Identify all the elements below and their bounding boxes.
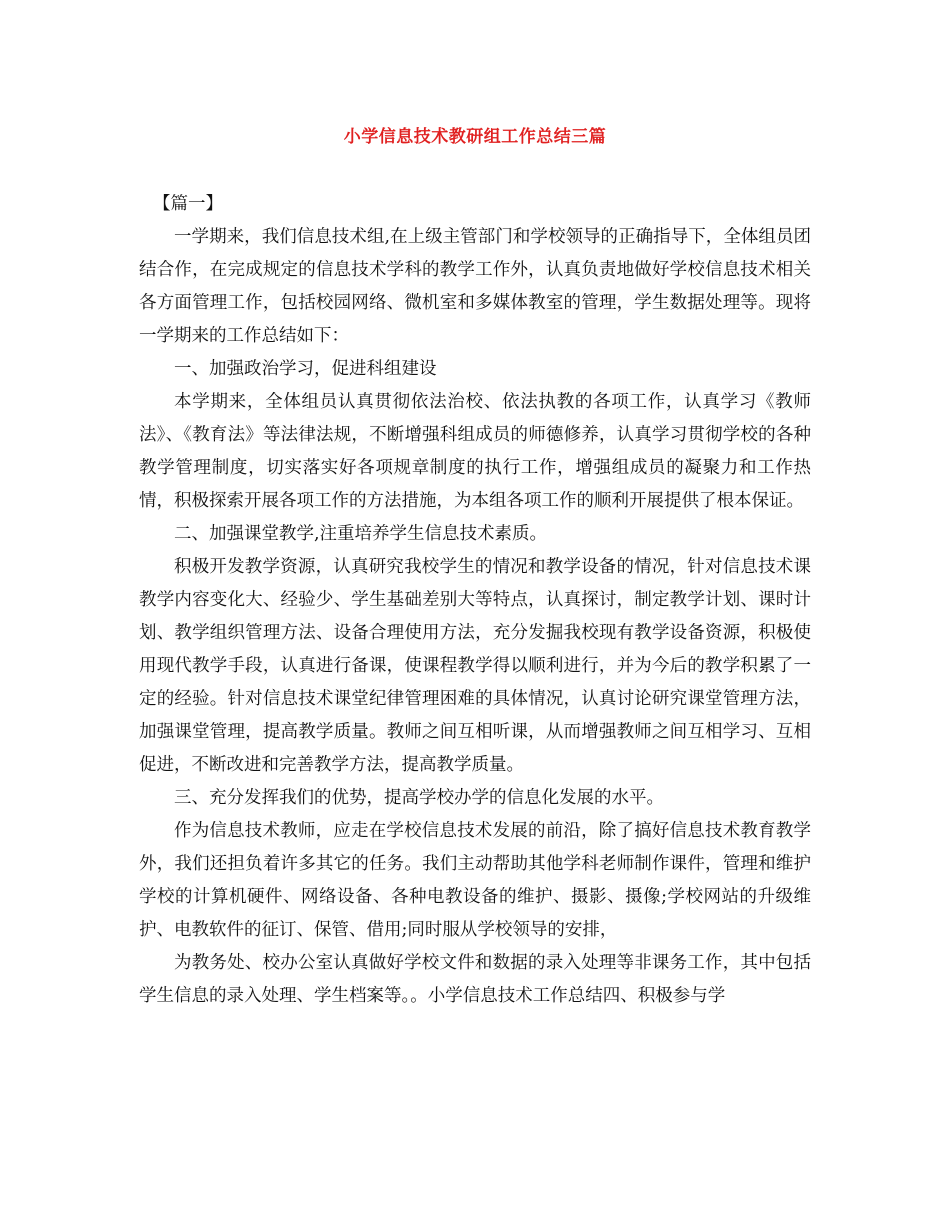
document-body xyxy=(139,188,811,1013)
paragraph-admin-work: 为教务处、校办公室认真做好学校文件和数据的录入处理等非课务工作，其中包括学生信息的录入处理、学生档案等。。小学信息技术工作总结四、积极参与学 xyxy=(139,953,811,1006)
heading-advantages: 三、充分发挥我们的优势，提高学校办学的信息化发展的水平。 xyxy=(174,788,664,808)
paragraph-classroom-teaching: 积极开发教学资源，认真研究我校学生的情况和教学设备的情况，针对信息技术课教学内容变化大、经验少、学生基础差别大等特点，认真探讨，制定教学计划、课时计划、教学组织管理方法、设备合理使用方法，充分发掘我校现有教学设备资源，积极使用现代教学手段，认真进行备课，使课程教学得以顺利进行，并为今后的教学积累了一定的经验。针对信息技术课堂纪律管理困难的具体情况，认真讨论研究课堂管理方法，加强课堂管理，提高教学质量。教师之间互相听课，从而增强教师之间互相学习、互相促进，不断改进和完善教学方法，提高教学质量。 xyxy=(139,557,811,775)
paragraph-political-study: 本学期来，全体组员认真贯彻依法治校、依法执教的各项工作，认真学习《教师法》、《教育法》等法律法规，不断增强科组成员的师德修养，认真学习贯彻学校的各种教学管理制度，切实落实好各项规章制度的执行工作，增强组成员的凝聚力和工作热情，积极探索开展各项工作的方法措施，为本组各项工作的顺利开展提供了根本保证。 xyxy=(139,392,811,511)
heading-classroom-teaching: 二、加强课堂教学,注重培养学生信息技术素质。 xyxy=(174,524,548,544)
section-heading-part-one: 【篇一】 xyxy=(153,194,223,214)
paragraph-advantages: 作为信息技术教师，应走在学校信息技术发展的前沿，除了搞好信息技术教育教学外，我们还担负着许多其它的任务。我们主动帮助其他学科老师制作课件，管理和维护学校的计算机硬件、网络设备、各种电教设备的维护、摄影、摄像;学校网站的升级维护、电教软件的征订、保管、借用;同时服从学校领导的安排， xyxy=(139,821,811,940)
document-title: 小学信息技术教研组工作总结三篇 xyxy=(343,127,607,147)
intro-paragraph: 一学期来，我们信息技术组,在上级主管部门和学校领导的正确指导下，全体组员团结合作，在完成规定的信息技术学科的教学工作外，认真负责地做好学校信息技术相关各方面管理工作，包括校园网络、微机室和多媒体教室的管理，学生数据处理等。现将一学期来的工作总结如下： xyxy=(139,227,811,346)
heading-political-study: 一、加强政治学习，促进科组建设 xyxy=(174,359,437,379)
